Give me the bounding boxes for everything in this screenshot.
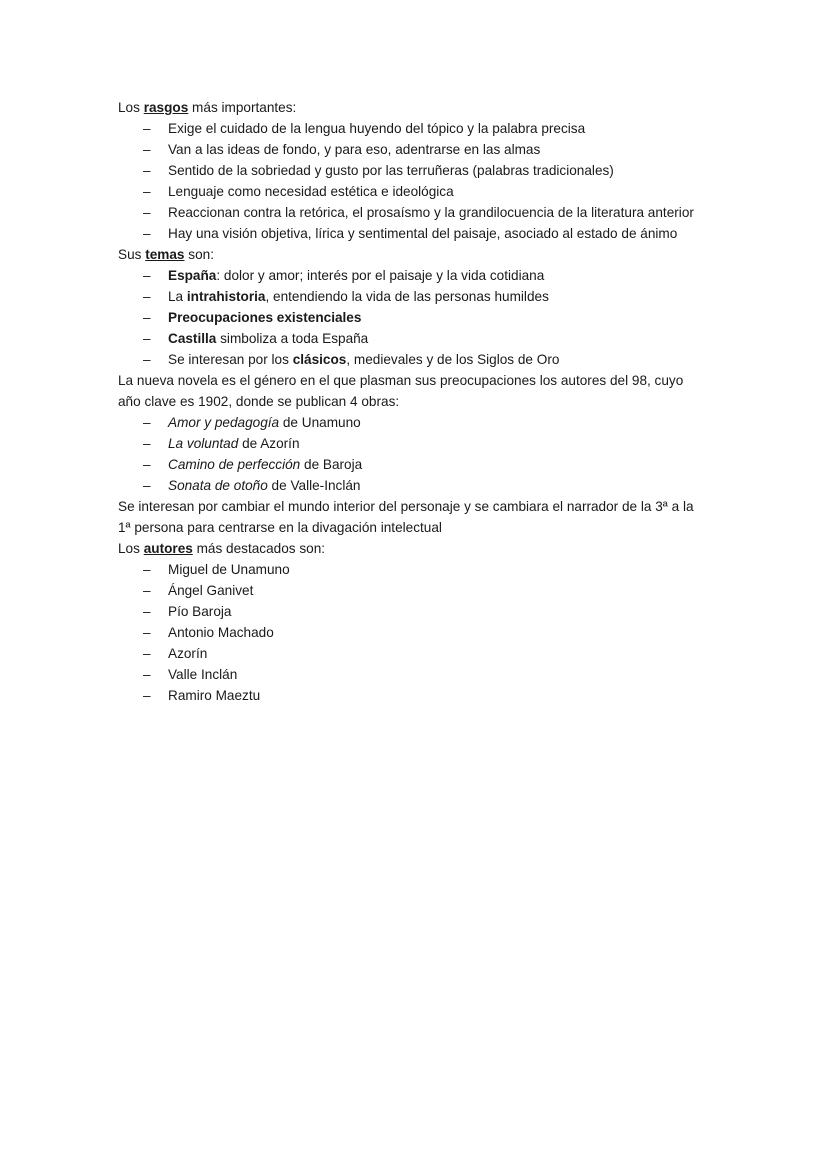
list-item: – Camino de perfección de Baroja <box>143 457 363 472</box>
list-item: – Ramiro Maeztu <box>143 688 261 703</box>
list-item: – Hay una visión objetiva, lírica y sentimental del paisaje, asociado al estado de ánimo <box>143 226 678 241</box>
list-item: – Exige el cuidado de la lengua huyendo del tópico y la palabra precisa <box>143 121 586 136</box>
rasgos-intro: Los rasgos más importantes: <box>118 100 297 115</box>
rasgos-keyword: rasgos <box>143 100 189 115</box>
list-item: – Pío Baroja <box>143 604 232 619</box>
list-item: – Lenguaje como necesidad estética e ideológica <box>143 184 454 199</box>
rasgos-list <box>118 118 728 244</box>
novela-list <box>118 412 728 496</box>
list-item: – Reaccionan contra la retórica, el prosaísmo y la grandilocuencia de la literatura anterior <box>143 205 694 220</box>
autores-list <box>118 559 728 706</box>
list-item: – Se interesan por los clásicos, medievales y de los Siglos de Oro <box>143 352 560 367</box>
list-item: – Antonio Machado <box>143 625 274 640</box>
list-item: – La voluntad de Azorín <box>143 436 300 451</box>
list-item: – Sentido de la sobriedad y gusto por las terruñeras (palabras tradicionales) <box>143 163 614 178</box>
temas-intro: Sus temas son: <box>118 247 214 262</box>
list-item: – Azorín <box>143 646 208 661</box>
list-item: – Ángel Ganivet <box>143 583 254 598</box>
temas-list <box>118 265 728 370</box>
novela-paragraph: La nueva novela es el género en el que plasman sus preocupaciones los autores del 98, cuyo año clave es 1902, donde se publican 4 obras: <box>118 373 684 409</box>
list-item: – España: dolor y amor; interés por el paisaje y la vida cotidiana <box>143 268 545 283</box>
list-item: – Van a las ideas de fondo, y para eso, adentrarse en las almas <box>143 142 541 157</box>
autores-keyword: autores <box>143 541 193 556</box>
list-item: – Sonata de otoño de Valle-Inclán <box>143 478 361 493</box>
list-item: – Miguel de Unamuno <box>143 562 290 577</box>
list-item: – Amor y pedagogía de Unamuno <box>143 415 361 430</box>
temas-keyword: temas <box>145 247 185 262</box>
list-item: – Castilla simboliza a toda España <box>143 331 369 346</box>
list-item: – Preocupaciones existenciales <box>143 310 362 325</box>
autores-intro: Los autores más destacados son: <box>118 541 326 556</box>
list-item: – La intrahistoria, entendiendo la vida de las personas humildes <box>143 289 549 304</box>
list-item: – Valle Inclán <box>143 667 238 682</box>
narrador-paragraph: Se interesan por cambiar el mundo interior del personaje y se cambiara el narrador de la 3ª a la 1ª persona para centrarse en la divagación intelectual <box>118 499 694 535</box>
